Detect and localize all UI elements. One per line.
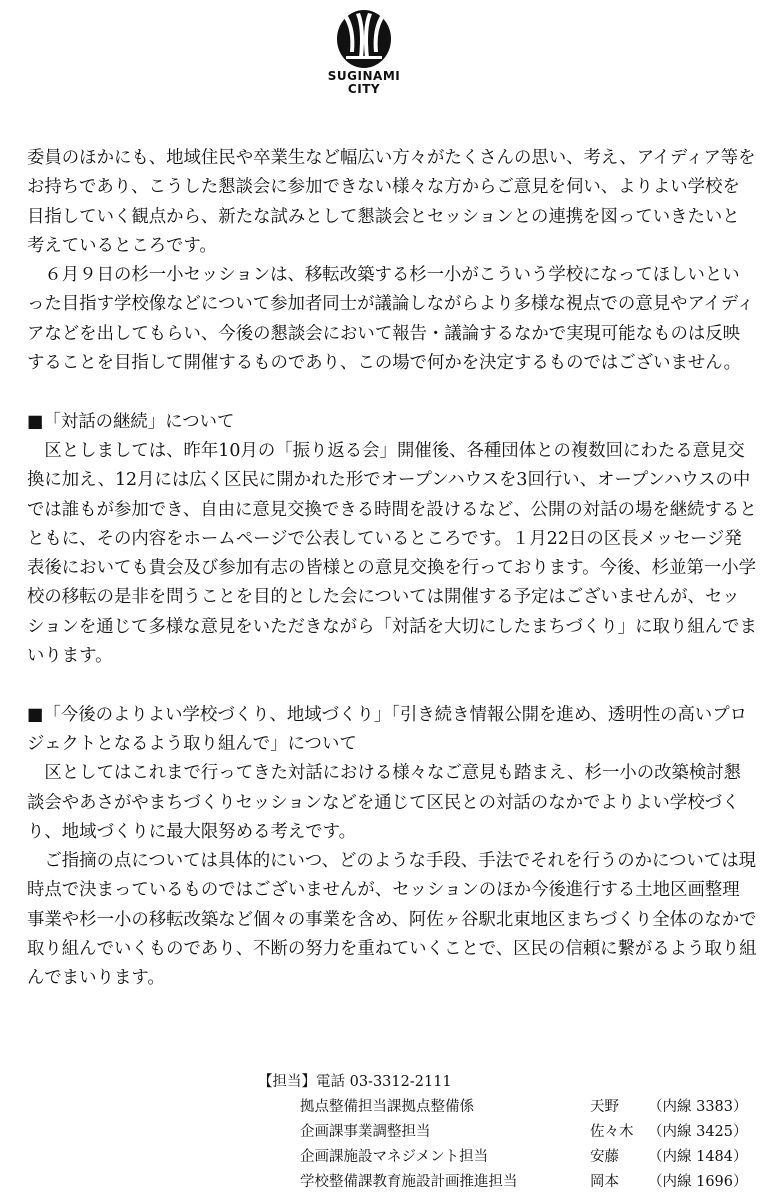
- contact-row: [300, 1095, 758, 1120]
- contact-block: [258, 1070, 758, 1195]
- contact-dept: 拠点整備担当課拠点整備係: [300, 1099, 474, 1115]
- logo-text-line1: SUGINAMI: [327, 69, 401, 83]
- contact-extension: （内線 1484）: [648, 1149, 748, 1165]
- contact-row: [300, 1120, 758, 1145]
- contact-extension: （内線 3383）: [648, 1099, 748, 1115]
- logo-text-line2: CITY: [347, 82, 381, 96]
- document-body: [27, 144, 757, 994]
- contact-row: [300, 1145, 758, 1170]
- contact-dept: 企画課施設マネジメント担当: [300, 1149, 489, 1165]
- section-heading-future: ■「今後のよりよい学校づくり、地域づくり」「引き続き情報公開を進め、透明性の高いプロジェクトとなるよう取り組んで」について: [27, 704, 748, 754]
- contact-person: 天野: [590, 1099, 619, 1115]
- spacer: [27, 671, 757, 700]
- contact-dept: 学校整備課教育施設計画推進担当: [300, 1174, 518, 1190]
- spacer: [27, 378, 757, 407]
- paragraph-1: 委員のほかにも、地域住民や卒業生など幅広い方々がたくさんの思い、考え、アイディア等をお持ちであり、こうした懇談会に参加できない様々な方からご意見を伺い、よりよい学校を目指していく観点から、新たな試みとして懇談会とセッションとの連携を図っていきたいと考えているところです。: [27, 148, 756, 256]
- contact-person: 安藤: [590, 1149, 619, 1165]
- contact-row: [300, 1170, 758, 1195]
- paragraph-4: 区としてはこれまで行ってきた対話における様々なご意見も踏まえ、杉一小の改築検討懇談会やあさがやまちづくりセッションなどを通じて区民との対話のなかでよりよい学校づくり、地域づくりに最大限努める考えです。: [27, 763, 742, 842]
- contact-extension: （内線 1696）: [648, 1174, 748, 1190]
- contact-header: 【担当】電話 03-3312-2111: [258, 1074, 452, 1090]
- contact-extension: （内線 3425）: [648, 1124, 748, 1140]
- paragraph-3: 区としましては、昨年10月の「振り返る会」開催後、各種団体との複数回にわたる意見交換に加え、12月には広く区民に開かれた形でオープンハウスを3回行い、オープンハウスの中では誰もが参加でき、自由に意見交換できる時間を設けるなど、公開の対話の場を継続するとともに、その内容をホームページで公表しているところです。１月22日の区長メッセージ発表後においても貴会及び参加有志の皆様との意見交換を行っております。今後、杉並第一小学校の移転の是非を問うことを目的とした会については開催する予定はございませんが、セッションを通じて多様な意見をいただきながら「対話を大切にしたまちづくり」に取り組んでまいります。: [27, 440, 757, 667]
- contact-dept: 企画課事業調整担当: [300, 1124, 431, 1140]
- section-heading-dialogue: ■「対話の継続」について: [27, 411, 235, 432]
- suginami-emblem-icon: [334, 8, 394, 70]
- contact-person: 岡本: [590, 1174, 619, 1190]
- city-logo: [323, 8, 405, 96]
- paragraph-5: ご指摘の点については具体的にいつ、どのような手段、手法でそれを行うのかについては現時点で決まっているものではございませんが、セッションのほか今後進行する土地区画整理事業や杉一小の移転改築など個々の事業を含め、阿佐ヶ谷駅北東地区まちづくり全体のなかで取り組んでいくものであり、不断の努力を重ねていくことで、区民の信頼に繋がるよう取り組んでまいります。: [27, 851, 757, 989]
- contact-person: 佐々木: [590, 1124, 634, 1140]
- paragraph-2: ６月９日の杉一小セッションは、移転改築する杉一小がこういう学校になってほしいといった目指す学校像などについて参加者同士が議論しながらより多様な視点での意見やアイディアなどを出してもらい、今後の懇談会において報告・議論するなかで実現可能なものは反映することを目指して開催するものであり、この場で何かを決定するものではございません。: [27, 265, 755, 374]
